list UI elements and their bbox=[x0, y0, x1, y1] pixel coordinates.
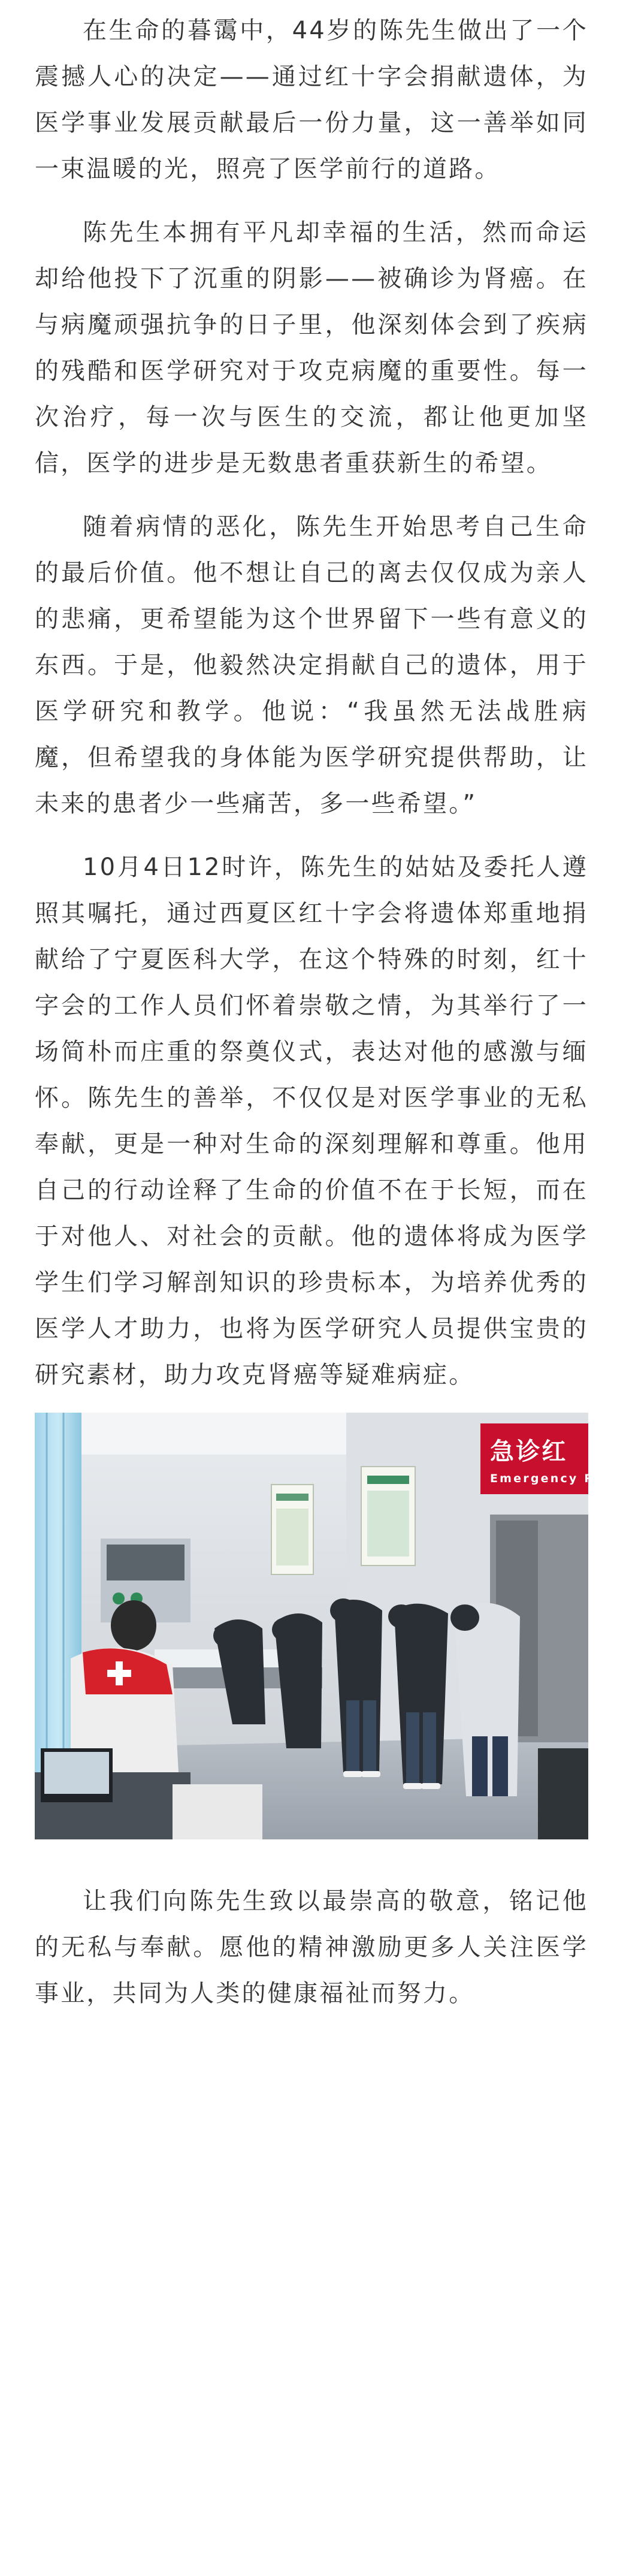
paragraph-5: 让我们向陈先生致以最崇高的敬意，铭记他的无私与奉献。愿他的精神激励更多人关注医学事业，共同为人类的健康福祉而努力。 bbox=[35, 1887, 588, 2007]
paragraph-3: 随着病情的恶化，陈先生开始思考自己生命的最后价值。他不想让自己的离去仅仅成为亲人的悲痛，更希望能为这个世界留下一些有意义的东西。于是，他毅然决定捐献自己的遗体，用于医学研究和教学。他说：“我虽然无法战胜病魔，但希望我的身体能为医学研究提供帮助，让未来的患者少一些痛苦，多一些希望。” bbox=[35, 513, 588, 818]
paragraph-2: 陈先生本拥有平凡却幸福的生活，然而命运却给他投下了沉重的阴影——被确诊为肾癌。在与病魔顽强抗争的日子里，他深刻体会到了疾病的残酷和医学研究对于攻克病魔的重要性。每一次治疗，每一次与医生的交流，都让他更加坚信，医学的进步是无数患者重获新生的希望。 bbox=[35, 219, 588, 477]
ceremony-photo-illustration bbox=[35, 1413, 605, 1839]
sign-chinese-text: 急诊红 bbox=[490, 1438, 568, 1465]
sign-english-text: Emergency Ro bbox=[490, 1472, 605, 1485]
paragraph-1: 在生命的暮霭中，44岁的陈先生做出了一个震撼人心的决定——通过红十字会捐献遗体，为医学事业发展贡献最后一份力量，这一善举如同一束温暖的光，照亮了医学前行的道路。 bbox=[35, 17, 588, 183]
ceremony-photo bbox=[35, 1413, 605, 1839]
paragraph-4: 10月4日12时许，陈先生的姑姑及委托人遵照其嘱托，通过西夏区红十字会将遗体郑重地捐献给了宁夏医科大学，在这个特殊的时刻，红十字会的工作人员们怀着崇敬之情，为其举行了一场简朴而庄重的祭奠仪式，表达对他的感激与缅怀。陈先生的善举，不仅仅是对医学事业的无私奉献，更是一种对生命的深刻理解和尊重。他用自己的行动诠释了生命的价值不在于长短，而在于对他人、对社会的贡献。他的遗体将成为医学学生们学习解剖知识的珍贵标本，为培养优秀的医学人才助力，也将为医学研究人员提供宝贵的研究素材，助力攻克肾癌等疑难病症。 bbox=[35, 853, 588, 1389]
